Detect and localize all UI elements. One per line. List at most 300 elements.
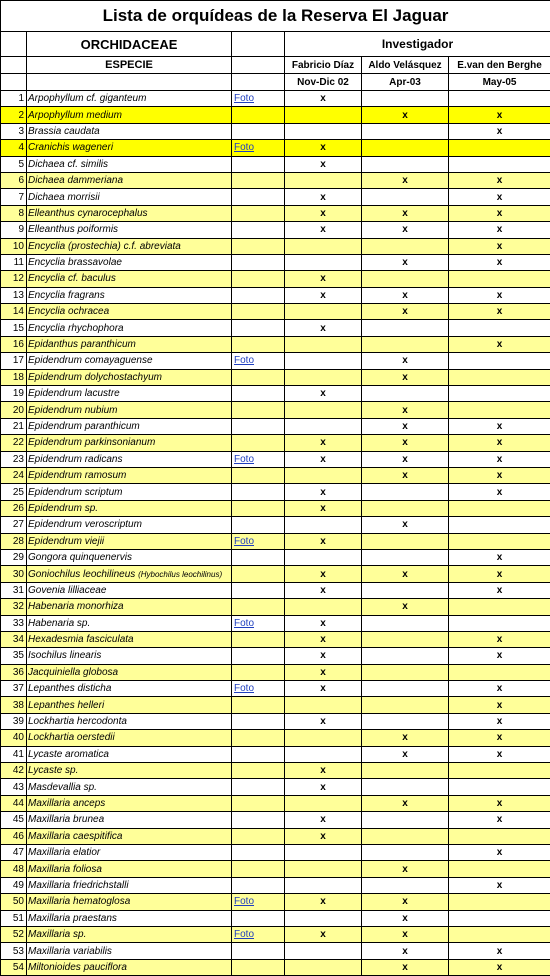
mark-fabricio-diaz (285, 959, 362, 975)
table-row (1, 107, 550, 123)
species-label: Epidendrum comayaguense (28, 355, 153, 367)
species-label: Gongora quinquenervis (28, 552, 132, 564)
row-number: 27 (1, 517, 27, 533)
species-label: Habenaria sp. (28, 617, 91, 629)
mark-fabricio-diaz: x (285, 271, 362, 287)
foto-cell (232, 812, 285, 828)
table-row (1, 730, 550, 746)
mark-van-den-berghe: x (449, 222, 550, 238)
species-label: Encyclia (prostechia) c.f. abreviata (28, 240, 181, 252)
species-label: Encyclia ochracea (28, 306, 110, 318)
species-header: ESPECIE (27, 57, 232, 74)
foto-cell (232, 205, 285, 221)
species-name (27, 500, 232, 516)
foto-cell (232, 517, 285, 533)
foto-cell (232, 271, 285, 287)
mark-van-den-berghe: x (449, 205, 550, 221)
species-label: Dichaea morrisii (28, 191, 100, 203)
table-row (1, 566, 550, 582)
mark-aldo-velasquez (362, 681, 449, 697)
row-number: 1 (1, 91, 27, 107)
mark-aldo-velasquez (362, 763, 449, 779)
species-label: Epidendrum viejii (28, 535, 105, 547)
row-number: 28 (1, 533, 27, 549)
mark-van-den-berghe: x (449, 254, 550, 270)
row-number: 22 (1, 435, 27, 451)
mark-aldo-velasquez (362, 140, 449, 156)
species-name (27, 926, 232, 942)
mark-aldo-velasquez (362, 582, 449, 598)
mark-aldo-velasquez (362, 484, 449, 500)
investigator-name-1: Fabricio Díaz (285, 57, 362, 74)
row-number: 15 (1, 320, 27, 336)
mark-fabricio-diaz (285, 943, 362, 959)
species-name (27, 779, 232, 795)
mark-van-den-berghe (449, 615, 550, 631)
row-number: 25 (1, 484, 27, 500)
species-name (27, 566, 232, 582)
mark-aldo-velasquez: x (362, 205, 449, 221)
mark-van-den-berghe: x (449, 943, 550, 959)
row-number: 39 (1, 713, 27, 729)
species-label: Encyclia fragrans (28, 289, 105, 301)
mark-aldo-velasquez: x (362, 910, 449, 926)
foto-cell (232, 943, 285, 959)
table-row (1, 795, 550, 811)
foto-cell (232, 877, 285, 893)
species-label: Epidendrum nubium (28, 404, 118, 416)
row-number: 48 (1, 861, 27, 877)
mark-aldo-velasquez: x (362, 517, 449, 533)
mark-van-den-berghe: x (449, 189, 550, 205)
table-row (1, 172, 550, 188)
mark-fabricio-diaz: x (285, 566, 362, 582)
row-number: 32 (1, 599, 27, 615)
species-label: Dichaea dammeriana (28, 175, 124, 187)
mark-aldo-velasquez (362, 844, 449, 860)
species-name (27, 353, 232, 369)
mark-fabricio-diaz: x (285, 631, 362, 647)
mark-aldo-velasquez (362, 713, 449, 729)
table-row (1, 746, 550, 762)
foto-cell (232, 566, 285, 582)
mark-van-den-berghe: x (449, 435, 550, 451)
species-name (27, 599, 232, 615)
species-label: Isochilus linearis (28, 650, 102, 662)
mark-fabricio-diaz (285, 353, 362, 369)
row-number: 35 (1, 648, 27, 664)
mark-fabricio-diaz (285, 418, 362, 434)
table-row (1, 500, 550, 516)
mark-aldo-velasquez (362, 697, 449, 713)
mark-aldo-velasquez (362, 320, 449, 336)
table-row (1, 926, 550, 942)
species-name (27, 664, 232, 680)
foto-cell (232, 910, 285, 926)
mark-aldo-velasquez: x (362, 894, 449, 910)
species-label: Epidendrum parkinsonianum (28, 437, 156, 449)
investigator-header: Investigador (285, 32, 550, 57)
mark-van-den-berghe: x (449, 336, 550, 352)
species-label: Lockhartia oerstedii (28, 732, 115, 744)
table-row (1, 254, 550, 270)
foto-link[interactable]: Foto (232, 681, 285, 697)
foto-cell (232, 189, 285, 205)
row-number: 13 (1, 287, 27, 303)
mark-van-den-berghe: x (449, 287, 550, 303)
species-name (27, 320, 232, 336)
mark-fabricio-diaz (285, 238, 362, 254)
mark-fabricio-diaz: x (285, 91, 362, 107)
mark-van-den-berghe: x (449, 549, 550, 565)
mark-aldo-velasquez: x (362, 369, 449, 385)
row-number: 47 (1, 844, 27, 860)
mark-aldo-velasquez: x (362, 172, 449, 188)
row-number: 51 (1, 910, 27, 926)
row-number: 54 (1, 959, 27, 975)
mark-van-den-berghe (449, 926, 550, 942)
row-number: 8 (1, 205, 27, 221)
table-row (1, 943, 550, 959)
species-label: Maxillaria brunea (28, 814, 105, 826)
species-label: Miltonioides pauciflora (28, 961, 127, 973)
mark-aldo-velasquez: x (362, 254, 449, 270)
species-name (27, 959, 232, 975)
mark-van-den-berghe: x (449, 123, 550, 139)
species-name (27, 238, 232, 254)
table-row (1, 533, 550, 549)
mark-fabricio-diaz: x (285, 681, 362, 697)
foto-link[interactable]: Foto (232, 353, 285, 369)
row-number: 19 (1, 386, 27, 402)
mark-fabricio-diaz (285, 107, 362, 123)
species-name (27, 369, 232, 385)
mark-aldo-velasquez: x (362, 402, 449, 418)
mark-fabricio-diaz (285, 844, 362, 860)
table-row (1, 451, 550, 467)
mark-fabricio-diaz: x (285, 615, 362, 631)
table-row (1, 123, 550, 139)
mark-van-den-berghe (449, 140, 550, 156)
species-name (27, 697, 232, 713)
table-row (1, 549, 550, 565)
table-row (1, 713, 550, 729)
foto-link[interactable]: Foto (232, 140, 285, 156)
mark-fabricio-diaz: x (285, 140, 362, 156)
mark-fabricio-diaz (285, 304, 362, 320)
header-blank-cell (1, 74, 27, 91)
species-name (27, 681, 232, 697)
header-row-names (1, 57, 550, 74)
species-label: Maxillaria anceps (28, 797, 106, 809)
foto-link[interactable]: Foto (232, 894, 285, 910)
foto-cell (232, 795, 285, 811)
species-label: Epidendrum radicans (28, 453, 123, 465)
species-label: Encyclia rhychophora (28, 322, 124, 334)
row-number: 33 (1, 615, 27, 631)
species-label: Epidendrum lacustre (28, 388, 120, 400)
mark-fabricio-diaz (285, 254, 362, 270)
species-label: Lycaste sp. (28, 765, 79, 777)
mark-fabricio-diaz (285, 549, 362, 565)
table-row (1, 894, 550, 910)
table-row (1, 664, 550, 680)
foto-cell (232, 746, 285, 762)
foto-cell (232, 861, 285, 877)
mark-aldo-velasquez: x (362, 795, 449, 811)
mark-aldo-velasquez (362, 123, 449, 139)
mark-fabricio-diaz: x (285, 435, 362, 451)
row-number: 42 (1, 763, 27, 779)
table-row (1, 435, 550, 451)
title-row (1, 1, 550, 32)
foto-cell (232, 763, 285, 779)
foto-link[interactable]: Foto (232, 926, 285, 942)
mark-fabricio-diaz (285, 910, 362, 926)
row-number: 46 (1, 828, 27, 844)
header-blank-cell (232, 32, 285, 57)
mark-van-den-berghe (449, 320, 550, 336)
mark-aldo-velasquez (362, 336, 449, 352)
table-row (1, 222, 550, 238)
mark-van-den-berghe (449, 369, 550, 385)
mark-fabricio-diaz: x (285, 287, 362, 303)
row-number: 36 (1, 664, 27, 680)
mark-van-den-berghe: x (449, 959, 550, 975)
row-number: 6 (1, 172, 27, 188)
investigator-date-3: May-05 (449, 74, 550, 91)
row-number: 38 (1, 697, 27, 713)
species-label: Lycaste aromatica (28, 748, 109, 760)
investigator-name-3: E.van den Berghe (449, 57, 550, 74)
foto-cell (232, 844, 285, 860)
investigator-name-2: Aldo Velásquez (362, 57, 449, 74)
mark-van-den-berghe: x (449, 467, 550, 483)
row-number: 23 (1, 451, 27, 467)
species-name (27, 730, 232, 746)
species-name (27, 861, 232, 877)
species-label: Maxillaria hematoglosa (28, 896, 131, 908)
species-name (27, 795, 232, 811)
foto-cell (232, 631, 285, 647)
mark-fabricio-diaz (285, 369, 362, 385)
mark-fabricio-diaz (285, 730, 362, 746)
species-name (27, 336, 232, 352)
species-name (27, 189, 232, 205)
mark-aldo-velasquez (362, 549, 449, 565)
mark-aldo-velasquez: x (362, 861, 449, 877)
mark-van-den-berghe: x (449, 582, 550, 598)
species-label: Maxillaria sp. (28, 929, 87, 941)
table-row (1, 517, 550, 533)
mark-van-den-berghe (449, 500, 550, 516)
species-name (27, 140, 232, 156)
species-label: Epidendrum dolychostachyum (28, 371, 162, 383)
foto-cell (232, 713, 285, 729)
mark-fabricio-diaz (285, 599, 362, 615)
row-number: 53 (1, 943, 27, 959)
table-row (1, 484, 550, 500)
mark-van-den-berghe: x (449, 812, 550, 828)
mark-van-den-berghe: x (449, 795, 550, 811)
species-label: Dichaea cf. similis (28, 158, 109, 170)
row-number: 45 (1, 812, 27, 828)
table-row (1, 91, 550, 107)
foto-link[interactable]: Foto (232, 451, 285, 467)
mark-aldo-velasquez (362, 238, 449, 254)
mark-van-den-berghe (449, 861, 550, 877)
mark-fabricio-diaz (285, 795, 362, 811)
species-name (27, 254, 232, 270)
mark-van-den-berghe (449, 156, 550, 172)
foto-cell (232, 582, 285, 598)
header-blank-cell (232, 57, 285, 74)
row-number: 21 (1, 418, 27, 434)
sheet-title: Lista de orquídeas de la Reserva El Jaguar (1, 1, 550, 32)
header-blank-cell (27, 74, 232, 91)
mark-fabricio-diaz: x (285, 533, 362, 549)
species-name (27, 894, 232, 910)
foto-cell (232, 828, 285, 844)
species-name (27, 549, 232, 565)
mark-aldo-velasquez: x (362, 926, 449, 942)
mark-aldo-velasquez: x (362, 943, 449, 959)
table-row (1, 156, 550, 172)
row-number: 9 (1, 222, 27, 238)
table-row (1, 877, 550, 893)
row-number: 14 (1, 304, 27, 320)
header-row-dates (1, 74, 550, 91)
table-row (1, 189, 550, 205)
mark-fabricio-diaz: x (285, 664, 362, 680)
species-label: Lepanthes disticha (28, 683, 112, 695)
species-name (27, 533, 232, 549)
species-name (27, 271, 232, 287)
mark-van-den-berghe (449, 533, 550, 549)
table-row (1, 861, 550, 877)
species-name (27, 943, 232, 959)
species-label: Jacquiniella globosa (28, 666, 119, 678)
species-name (27, 386, 232, 402)
mark-van-den-berghe (449, 271, 550, 287)
mark-van-den-berghe: x (449, 484, 550, 500)
foto-cell (232, 107, 285, 123)
mark-van-den-berghe (449, 599, 550, 615)
header-blank-cell (1, 32, 27, 57)
mark-aldo-velasquez: x (362, 222, 449, 238)
mark-aldo-velasquez: x (362, 746, 449, 762)
table-row (1, 271, 550, 287)
species-name (27, 844, 232, 860)
species-label: Arpophyllum medium (28, 109, 122, 121)
mark-van-den-berghe: x (449, 238, 550, 254)
foto-cell (232, 959, 285, 975)
species-label: Maxillaria caespitifica (28, 830, 123, 842)
mark-aldo-velasquez: x (362, 599, 449, 615)
table-row (1, 681, 550, 697)
mark-van-den-berghe (449, 894, 550, 910)
table-row (1, 386, 550, 402)
mark-van-den-berghe (449, 402, 550, 418)
mark-aldo-velasquez (362, 91, 449, 107)
mark-aldo-velasquez: x (362, 566, 449, 582)
mark-aldo-velasquez: x (362, 418, 449, 434)
mark-fabricio-diaz: x (285, 222, 362, 238)
row-number: 29 (1, 549, 27, 565)
mark-aldo-velasquez: x (362, 107, 449, 123)
table-row (1, 763, 550, 779)
mark-aldo-velasquez (362, 779, 449, 795)
mark-van-den-berghe (449, 664, 550, 680)
row-number: 50 (1, 894, 27, 910)
row-number: 7 (1, 189, 27, 205)
species-label: Epidendrum paranthicum (28, 421, 140, 432)
species-name (27, 763, 232, 779)
table-row (1, 336, 550, 352)
species-label: Epidanthus paranthicum (28, 339, 136, 351)
foto-link[interactable]: Foto (232, 615, 285, 631)
row-number: 17 (1, 353, 27, 369)
mark-aldo-velasquez (362, 828, 449, 844)
mark-fabricio-diaz: x (285, 763, 362, 779)
row-number: 24 (1, 467, 27, 483)
mark-aldo-velasquez: x (362, 451, 449, 467)
mark-aldo-velasquez: x (362, 730, 449, 746)
foto-cell (232, 123, 285, 139)
foto-cell (232, 730, 285, 746)
foto-cell (232, 156, 285, 172)
mark-aldo-velasquez: x (362, 304, 449, 320)
species-name (27, 418, 232, 434)
species-label: Maxillaria foliosa (28, 863, 102, 875)
mark-van-den-berghe: x (449, 697, 550, 713)
species-label: Lockhartia hercodonta (28, 716, 127, 728)
mark-aldo-velasquez (362, 615, 449, 631)
foto-link[interactable]: Foto (232, 533, 285, 549)
mark-van-den-berghe: x (449, 746, 550, 762)
species-label: Lepanthes helleri (28, 699, 105, 711)
foto-link[interactable]: Foto (232, 91, 285, 107)
mark-van-den-berghe: x (449, 418, 550, 434)
table-row (1, 140, 550, 156)
species-label: Encyclia brassavolae (28, 257, 122, 269)
table-row (1, 320, 550, 336)
row-number: 40 (1, 730, 27, 746)
investigator-date-1: Nov-Dic 02 (285, 74, 362, 91)
table-row (1, 353, 550, 369)
mark-van-den-berghe (449, 386, 550, 402)
species-label: Epidendrum sp. (28, 502, 99, 514)
table-row (1, 599, 550, 615)
species-label: Elleanthus poiformis (28, 224, 119, 236)
species-label: Habenaria monorhiza (28, 601, 124, 613)
species-name (27, 402, 232, 418)
row-number: 4 (1, 140, 27, 156)
species-name (27, 435, 232, 451)
row-number: 43 (1, 779, 27, 795)
mark-fabricio-diaz: x (285, 189, 362, 205)
row-number: 30 (1, 566, 27, 582)
mark-fabricio-diaz: x (285, 828, 362, 844)
mark-aldo-velasquez: x (362, 435, 449, 451)
mark-fabricio-diaz: x (285, 500, 362, 516)
mark-van-den-berghe (449, 779, 550, 795)
mark-fabricio-diaz: x (285, 713, 362, 729)
mark-aldo-velasquez (362, 500, 449, 516)
header-blank-cell (1, 57, 27, 74)
row-number: 12 (1, 271, 27, 287)
species-name (27, 812, 232, 828)
